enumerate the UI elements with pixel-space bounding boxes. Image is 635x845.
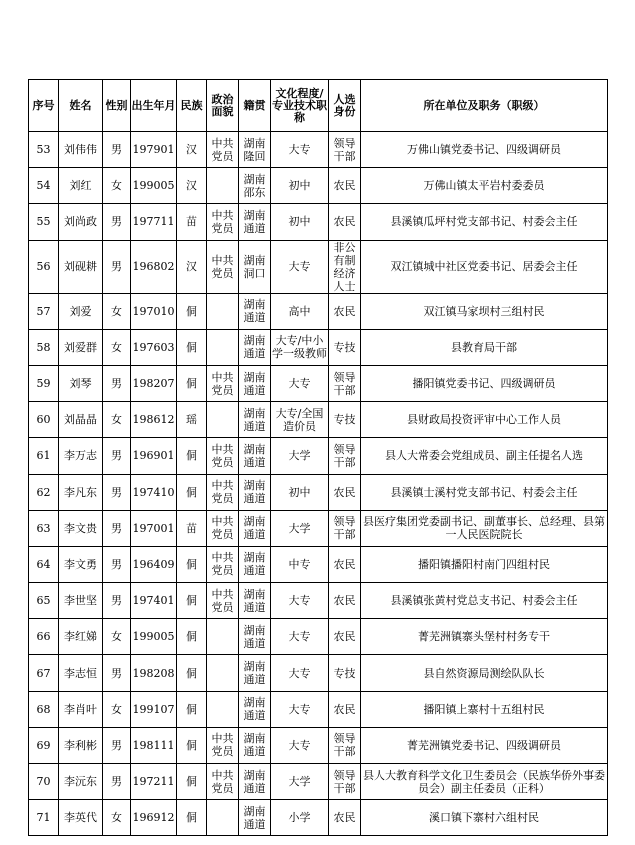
cell-education: 大学 [271,438,329,474]
cell-sex: 男 [103,583,131,619]
table-row [29,800,608,836]
cell-ethnic: 侗 [177,619,207,655]
cell-name: 刘晶晶 [59,402,103,438]
cell-party [207,800,239,836]
cell-no: 64 [29,546,59,582]
cell-name: 李文贵 [59,510,103,546]
cell-identity: 农民 [329,204,361,240]
table-row [29,204,608,240]
cell-education: 大专/全国造价员 [271,402,329,438]
cell-birth: 197211 [131,764,177,800]
table-body [29,132,608,836]
cell-ethnic: 侗 [177,764,207,800]
cell-no: 56 [29,240,59,293]
cell-ethnic: 侗 [177,691,207,727]
cell-identity: 领导干部 [329,365,361,401]
cell-position: 菁芜洲镇寨头堡村村务专干 [361,619,608,655]
table-row [29,293,608,329]
table-row [29,132,608,168]
cell-ethnic: 侗 [177,727,207,763]
cell-origin: 湖南通道 [239,474,271,510]
cell-ethnic: 侗 [177,438,207,474]
cell-birth: 196802 [131,240,177,293]
cell-party [207,329,239,365]
cell-birth: 199005 [131,168,177,204]
header-ethnic: 民族 [177,80,207,132]
cell-party: 中共党员 [207,546,239,582]
cell-identity: 领导干部 [329,132,361,168]
cell-position: 菁芜洲镇党委书记、四级调研员 [361,727,608,763]
cell-name: 李世坚 [59,583,103,619]
cell-position: 县教育局干部 [361,329,608,365]
cell-origin: 湖南通道 [239,691,271,727]
cell-name: 刘尚政 [59,204,103,240]
cell-identity: 专技 [329,329,361,365]
cell-name: 李红娣 [59,619,103,655]
cell-party: 中共党员 [207,764,239,800]
cell-no: 67 [29,655,59,691]
cell-origin: 湖南洞口 [239,240,271,293]
header-name: 姓名 [59,80,103,132]
cell-name: 李凡东 [59,474,103,510]
table-header-row [29,80,608,132]
candidate-table [28,79,608,836]
cell-party: 中共党员 [207,474,239,510]
cell-no: 54 [29,168,59,204]
cell-sex: 女 [103,691,131,727]
cell-name: 刘爱 [59,293,103,329]
cell-position: 县溪镇瓜坪村党支部书记、村委会主任 [361,204,608,240]
cell-education: 小学 [271,800,329,836]
cell-origin: 湖南通道 [239,619,271,655]
cell-no: 69 [29,727,59,763]
cell-birth: 197711 [131,204,177,240]
cell-birth: 196901 [131,438,177,474]
cell-origin: 湖南通道 [239,800,271,836]
cell-ethnic: 侗 [177,293,207,329]
cell-party: 中共党员 [207,240,239,293]
cell-sex: 女 [103,293,131,329]
cell-position: 播阳镇上寨村十五组村民 [361,691,608,727]
cell-education: 高中 [271,293,329,329]
cell-ethnic: 侗 [177,365,207,401]
cell-ethnic: 苗 [177,510,207,546]
cell-position: 县财政局投资评审中心工作人员 [361,402,608,438]
cell-identity: 农民 [329,474,361,510]
cell-identity: 农民 [329,800,361,836]
cell-no: 59 [29,365,59,401]
cell-name: 李万志 [59,438,103,474]
cell-sex: 男 [103,204,131,240]
cell-birth: 199005 [131,619,177,655]
cell-no: 71 [29,800,59,836]
cell-birth: 197410 [131,474,177,510]
cell-birth: 197010 [131,293,177,329]
cell-party: 中共党员 [207,583,239,619]
cell-birth: 196409 [131,546,177,582]
cell-identity: 农民 [329,546,361,582]
cell-birth: 198207 [131,365,177,401]
cell-position: 县溪镇张黄村党总支书记、村委会主任 [361,583,608,619]
cell-position: 县溪镇士溪村党支部书记、村委会主任 [361,474,608,510]
cell-no: 55 [29,204,59,240]
table-row [29,764,608,800]
cell-no: 62 [29,474,59,510]
cell-identity: 农民 [329,293,361,329]
cell-identity: 领导干部 [329,438,361,474]
cell-party [207,293,239,329]
cell-ethnic: 侗 [177,329,207,365]
table-row [29,727,608,763]
cell-origin: 湖南通道 [239,764,271,800]
table-row [29,510,608,546]
cell-no: 60 [29,402,59,438]
cell-birth: 197603 [131,329,177,365]
cell-identity: 领导干部 [329,510,361,546]
header-identity: 人选身份 [329,80,361,132]
cell-sex: 女 [103,168,131,204]
cell-origin: 湖南通道 [239,204,271,240]
cell-ethnic: 侗 [177,583,207,619]
cell-name: 李肖叶 [59,691,103,727]
cell-education: 大专/中小学一级教师 [271,329,329,365]
cell-no: 53 [29,132,59,168]
cell-ethnic: 瑶 [177,402,207,438]
cell-birth: 197001 [131,510,177,546]
cell-no: 57 [29,293,59,329]
cell-education: 大专 [271,583,329,619]
cell-position: 县人大教育科学文化卫生委员会（民族华侨外事委员会）副主任委员（正科） [361,764,608,800]
cell-birth: 197901 [131,132,177,168]
cell-ethnic: 苗 [177,204,207,240]
cell-no: 68 [29,691,59,727]
cell-identity: 领导干部 [329,764,361,800]
cell-education: 大学 [271,764,329,800]
cell-birth: 199107 [131,691,177,727]
cell-origin: 湖南通道 [239,510,271,546]
cell-sex: 男 [103,438,131,474]
table-row [29,329,608,365]
cell-origin: 湖南隆回 [239,132,271,168]
header-birth: 出生年月 [131,80,177,132]
cell-sex: 女 [103,402,131,438]
header-position: 所在单位及职务（职级） [361,80,608,132]
cell-identity: 专技 [329,655,361,691]
cell-name: 刘红 [59,168,103,204]
cell-no: 65 [29,583,59,619]
cell-identity: 专技 [329,402,361,438]
cell-education: 大专 [271,691,329,727]
cell-origin: 湖南通道 [239,583,271,619]
cell-education: 初中 [271,204,329,240]
cell-ethnic: 侗 [177,655,207,691]
header-origin: 籍贯 [239,80,271,132]
cell-position: 万佛山镇党委书记、四级调研员 [361,132,608,168]
cell-origin: 湖南通道 [239,365,271,401]
cell-sex: 男 [103,240,131,293]
cell-party [207,402,239,438]
cell-birth: 198208 [131,655,177,691]
cell-name: 李文勇 [59,546,103,582]
cell-origin: 湖南通道 [239,546,271,582]
cell-identity: 农民 [329,619,361,655]
cell-party: 中共党员 [207,365,239,401]
cell-origin: 湖南通道 [239,329,271,365]
cell-no: 66 [29,619,59,655]
cell-name: 刘砚耕 [59,240,103,293]
cell-position: 县自然资源局测绘队队长 [361,655,608,691]
cell-sex: 男 [103,764,131,800]
cell-party: 中共党员 [207,510,239,546]
cell-sex: 女 [103,800,131,836]
cell-position: 县人大常委会党组成员、副主任提名人选 [361,438,608,474]
table-row [29,691,608,727]
cell-sex: 男 [103,546,131,582]
table-row [29,546,608,582]
cell-birth: 198111 [131,727,177,763]
cell-origin: 湖南通道 [239,402,271,438]
cell-education: 大专 [271,132,329,168]
cell-education: 大专 [271,240,329,293]
table-row [29,474,608,510]
header-sex: 性别 [103,80,131,132]
table-row [29,655,608,691]
cell-position: 播阳镇党委书记、四级调研员 [361,365,608,401]
table-row [29,583,608,619]
cell-sex: 女 [103,329,131,365]
header-education: 文化程度/专业技术职称 [271,80,329,132]
cell-no: 70 [29,764,59,800]
cell-party [207,655,239,691]
cell-identity: 农民 [329,583,361,619]
table-row [29,402,608,438]
cell-origin: 湖南通道 [239,438,271,474]
cell-position: 万佛山镇太平岩村委委员 [361,168,608,204]
cell-ethnic: 汉 [177,240,207,293]
cell-identity: 农民 [329,168,361,204]
table-row [29,168,608,204]
cell-no: 58 [29,329,59,365]
cell-ethnic: 侗 [177,800,207,836]
cell-ethnic: 汉 [177,168,207,204]
cell-ethnic: 侗 [177,474,207,510]
cell-identity: 领导干部 [329,727,361,763]
cell-sex: 男 [103,727,131,763]
table-row [29,438,608,474]
cell-education: 大学 [271,510,329,546]
cell-origin: 湖南通道 [239,727,271,763]
cell-education: 大专 [271,727,329,763]
cell-party: 中共党员 [207,438,239,474]
cell-education: 大专 [271,365,329,401]
cell-birth: 198612 [131,402,177,438]
table-row [29,240,608,293]
cell-ethnic: 侗 [177,546,207,582]
cell-birth: 196912 [131,800,177,836]
cell-birth: 197401 [131,583,177,619]
cell-party [207,168,239,204]
header-no: 序号 [29,80,59,132]
cell-party [207,691,239,727]
cell-no: 63 [29,510,59,546]
cell-education: 初中 [271,168,329,204]
cell-party: 中共党员 [207,132,239,168]
cell-origin: 湖南邵东 [239,168,271,204]
cell-identity: 非公有制经济人士 [329,240,361,293]
cell-no: 61 [29,438,59,474]
cell-origin: 湖南通道 [239,293,271,329]
cell-position: 溪口镇下寨村六组村民 [361,800,608,836]
cell-ethnic: 汉 [177,132,207,168]
cell-position: 播阳镇播阳村南门四组村民 [361,546,608,582]
header-party: 政治面貌 [207,80,239,132]
cell-education: 中专 [271,546,329,582]
cell-education: 初中 [271,474,329,510]
cell-sex: 男 [103,365,131,401]
table-row [29,619,608,655]
cell-sex: 男 [103,132,131,168]
table-row [29,365,608,401]
cell-party: 中共党员 [207,204,239,240]
cell-name: 刘伟伟 [59,132,103,168]
cell-education: 大专 [271,619,329,655]
cell-name: 刘琴 [59,365,103,401]
cell-education: 大专 [271,655,329,691]
cell-name: 李利彬 [59,727,103,763]
cell-name: 李沅东 [59,764,103,800]
cell-sex: 男 [103,510,131,546]
cell-party: 中共党员 [207,727,239,763]
cell-position: 双江镇马家坝村三组村民 [361,293,608,329]
cell-origin: 湖南通道 [239,655,271,691]
cell-sex: 男 [103,474,131,510]
cell-sex: 男 [103,655,131,691]
cell-identity: 农民 [329,691,361,727]
cell-party [207,619,239,655]
cell-position: 县医疗集团党委副书记、副董事长、总经理、县第一人民医院院长 [361,510,608,546]
cell-name: 李志恒 [59,655,103,691]
cell-sex: 女 [103,619,131,655]
cell-position: 双江镇城中社区党委书记、居委会主任 [361,240,608,293]
cell-name: 李英代 [59,800,103,836]
cell-name: 刘爱群 [59,329,103,365]
